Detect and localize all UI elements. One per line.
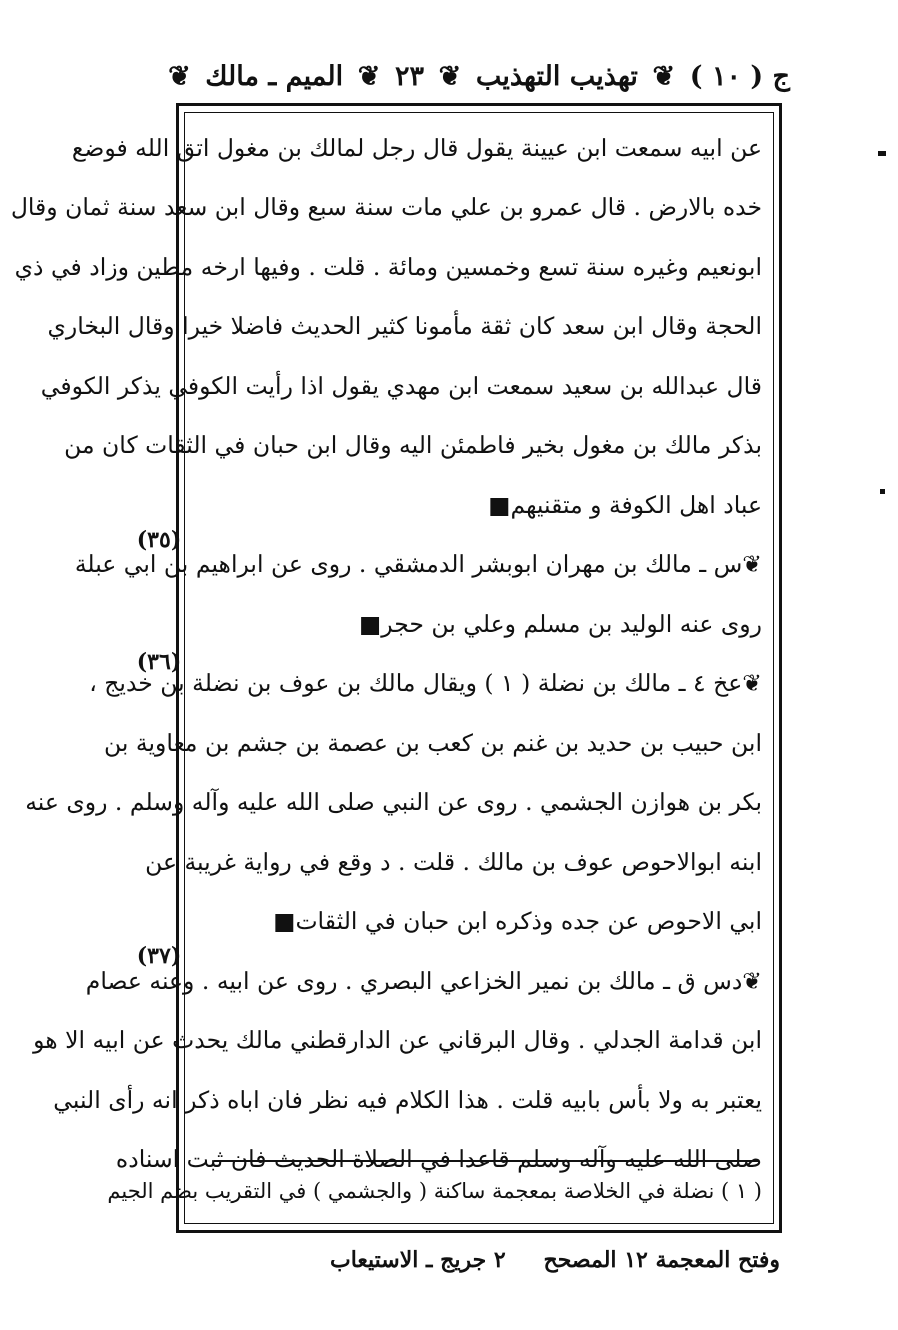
text-line: عن ابيه سمعت ابن عيينة يقول قال رجل لمالك بن مغول اتق الله فوضع (71, 133, 762, 162)
footnote: ( ١ ) نضلة في الخلاصة بمعجمة ساكنة ( والجشمي ) في التقريب بضم الجيم (107, 1179, 762, 1203)
entry-number-36: (٣٦) (136, 649, 182, 675)
ornament: ❦ (742, 550, 762, 579)
entry-heading-line: ❦ عخ ٤ ـ مالك بن نضلة ( ١ ) ويقال مالك بن عوف بن نضلة بن خديج ، (89, 669, 762, 698)
footnote-continuation (330, 1238, 780, 1282)
text-line: صلى الله عليه وآله وسلم قاعدا في الصلاة الحديث فان ثبت اسناده (115, 1145, 762, 1174)
text-line: ابن حبيب بن حديد بن غنم بن كعب بن عصمة بن جشم بن معاوية بن (104, 728, 762, 757)
section-title: الميم ـ مالك (205, 60, 344, 92)
entry-heading-line: ❦ دس ق ـ مالك بن نمير الخزاعي البصري . روى عن ابيه . وعنه عصام (85, 966, 762, 995)
ornament: ❦ (168, 60, 191, 92)
text-line: الحجة وقال ابن سعد كان ثقة مأمونا كثير الحديث فاضلا خيرا وقال البخاري (47, 312, 762, 341)
end-mark: ■ (488, 490, 511, 519)
page-number: ٢٣ (394, 60, 424, 92)
margin-mark (878, 151, 886, 156)
ornament: ❦ (652, 60, 676, 92)
entry-number-37: (٣٧) (136, 943, 182, 969)
entry-number-35: (٣٥) (136, 527, 182, 553)
text-line: ابي الاحوص عن جده وذكره ابن حبان في الثقات ■ (273, 907, 762, 936)
text-line: ابونعيم وغيره سنة تسع وخمسين ومائة . قلت . وفيها ارخه مطين وزاد في ذي (14, 252, 762, 281)
text-line: ابنه ابوالاحوص عوف بن مالك . قلت . د وقع في رواية غريبة عن (145, 847, 762, 876)
volume-number: ج ( ١٠ ) (689, 60, 790, 92)
margin-mark (880, 489, 885, 494)
book-title: تهذيب التهذيب (475, 60, 638, 92)
footnote-continuation-a: وفتح المعجمة ١٢ المصحح (543, 1247, 780, 1273)
text-line: بكر بن هوازن الجشمي . روى عن النبي صلى الله عليه وآله وسلم . روى عنه (25, 788, 762, 817)
ornament: ❦ (438, 60, 462, 92)
end-mark: ■ (273, 907, 296, 936)
text-line: عباد اهل الكوفة و متقنيهم ■ (488, 490, 762, 519)
text-line: قال عبدالله بن سعيد سمعت ابن مهدي يقول اذا رأيت الكوفي يذكر الكوفي (40, 371, 762, 400)
text-line: خده بالارض . قال عمرو بن علي مات سنة سبع وقال ابن سعد سنة ثمان وقال (10, 193, 762, 222)
footnote-continuation-b: ٢ جريج ـ الاستيعاب (330, 1247, 506, 1273)
ornament: ❦ (742, 966, 762, 995)
entry-heading-line: ❦ س ـ مالك بن مهران ابوبشر الدمشقي . روى عن ابراهيم بن ابي عبلة (74, 550, 762, 579)
end-mark: ■ (359, 609, 382, 638)
text-line: يعتبر به ولا بأس بابيه قلت . هذا الكلام فيه نظر فان اباه ذكر انه رأى النبي (53, 1085, 762, 1114)
text-line: بذكر مالك بن مغول بخير فاطمئن اليه وقال ابن حبان في الثقات كان من (64, 431, 762, 460)
ornament: ❦ (357, 60, 381, 92)
text-line: ابن قدامة الجدلي . وقال البرقاني عن الدارقطني مالك يحدث عن ابيه الا هو (33, 1026, 762, 1055)
ornament: ❦ (742, 669, 762, 698)
running-header (168, 52, 790, 100)
text-line: روى عنه الوليد بن مسلم وعلي بن حجر ■ (359, 609, 762, 638)
footnote-separator (214, 1160, 758, 1162)
